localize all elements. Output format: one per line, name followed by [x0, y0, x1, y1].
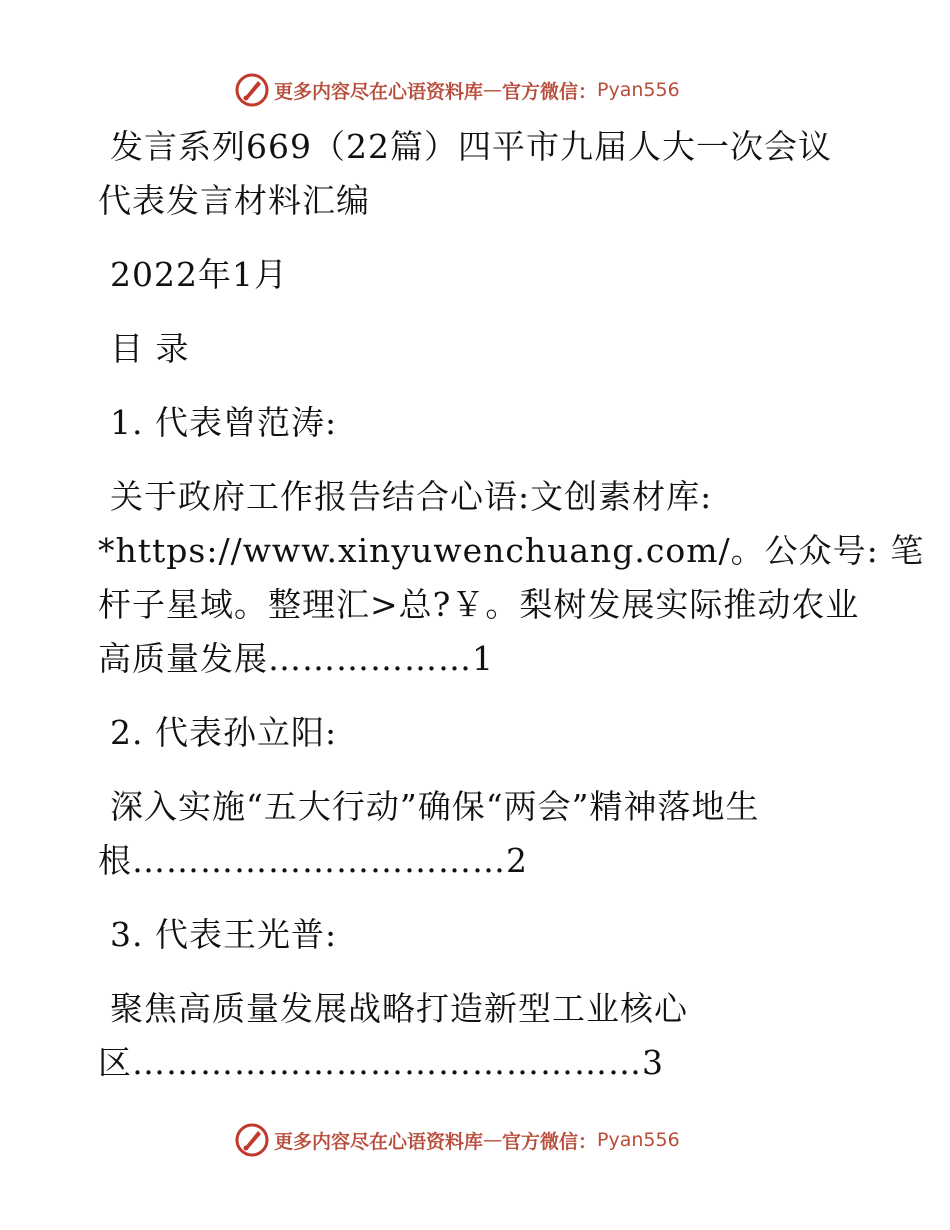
watermark-wechat-label: 官方微信：	[502, 80, 598, 103]
watermark-wechat-id: Pyan556	[597, 79, 680, 101]
toc-speaker-1: 1. 代表曾范涛:	[110, 403, 338, 442]
toc-speaker-2: 2. 代表孙立阳:	[110, 713, 338, 752]
toc-entry-2-line-1: 深入实施“五大行动”确保“两会”精神落地生	[110, 787, 760, 826]
footer-watermark	[234, 1120, 680, 1160]
toc-entry-3-line-1: 聚焦高质量发展战略打造新型工业核心	[110, 989, 688, 1028]
toc-entry-3-line-2: 区………………………………………3	[98, 1043, 664, 1082]
watermark-wechat-id: Pyan556	[597, 1129, 680, 1151]
header-watermark	[234, 70, 680, 110]
toc-speaker-3: 3. 代表王光普:	[110, 915, 338, 954]
toc-entry-1-line-3: 杆子星域。整理汇>总?￥。梨树发展实际推动农业	[98, 585, 860, 624]
watermark-wechat-label: 官方微信：	[502, 1130, 598, 1153]
toc-entry-1-line-4: 高质量发展………………1	[98, 639, 494, 678]
toc-entry-1-line-1: 关于政府工作报告结合心语:文创素材库:	[110, 477, 713, 516]
pen-logo-icon	[234, 1122, 270, 1158]
watermark-separator: —	[483, 79, 503, 101]
watermark-text: 更多内容尽在心语资料库	[274, 80, 484, 103]
toc-entry-2-line-2: 根……………………………2	[98, 841, 528, 880]
doc-title-line-2: 代表发言材料汇编	[98, 181, 370, 220]
document-body	[98, 120, 925, 1090]
toc-entry-1-line-2: *https://www.xinyuwenchuang.com/。公众号: 笔	[98, 531, 925, 570]
pen-logo-icon	[234, 72, 270, 108]
doc-title-line-1: 发言系列669（22篇）四平市九届人大一次会议	[110, 127, 832, 166]
toc-heading: 目 录	[110, 329, 190, 368]
watermark-text: 更多内容尽在心语资料库	[274, 1130, 484, 1153]
doc-date: 2022年1月	[110, 255, 288, 294]
watermark-separator: —	[483, 1129, 503, 1151]
